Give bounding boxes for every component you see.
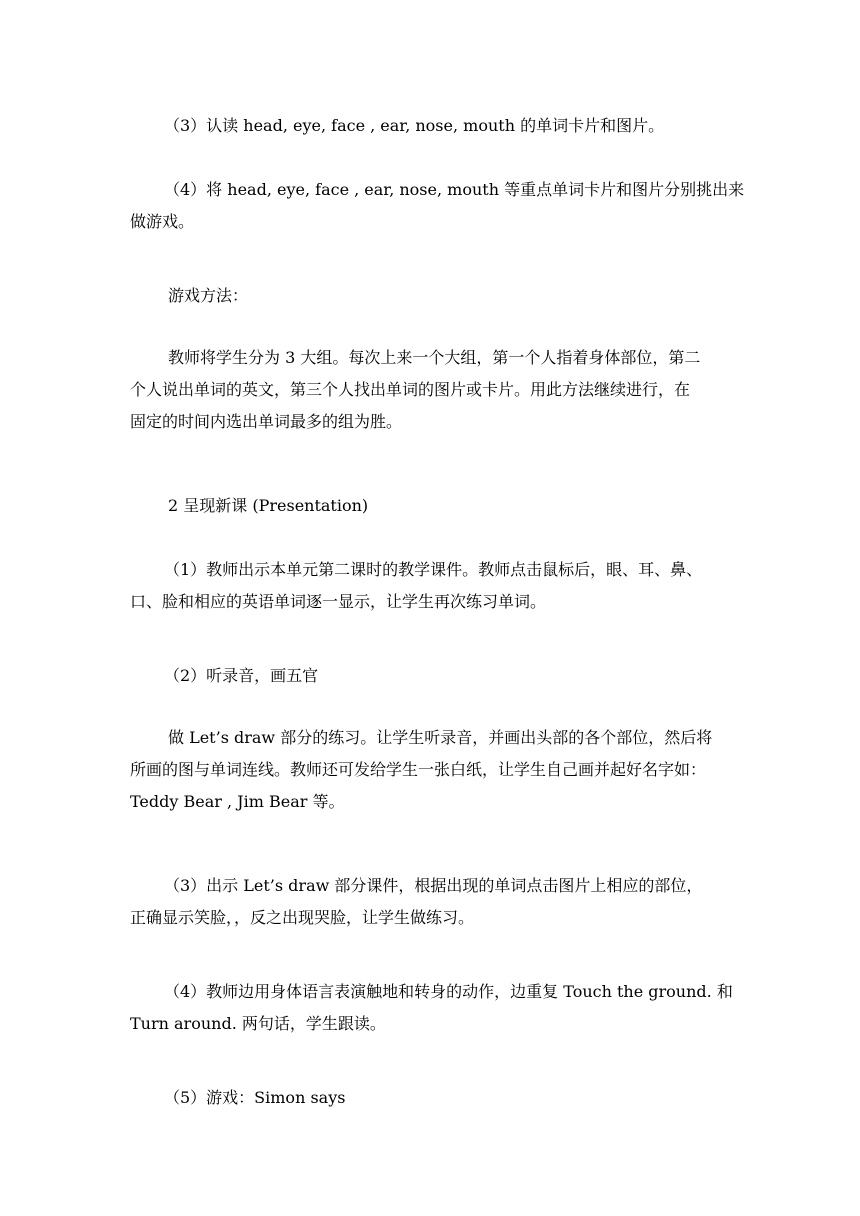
paragraph-game-method-heading [130, 280, 730, 312]
text-line: Turn around. 两句话，学生跟读。 [130, 1014, 386, 1033]
text-line: 游戏方法： [168, 286, 249, 305]
text-line: 固定的时间内选出单词最多的组为胜。 [130, 412, 403, 431]
paragraph-step4-body-language [130, 976, 733, 1040]
text-line: 做游戏。 [130, 212, 195, 231]
text-line: （4）教师边用身体语言表演触地和转身的动作，边重复 Touch the ground. 和 [164, 982, 733, 1001]
text-line: 做 Let’s draw 部分的练习。让学生听录音，并画出头部的各个部位，然后将 [168, 728, 713, 747]
paragraph-step3-read-cards [130, 110, 730, 142]
text-line: （3）认读 head, eye, face , ear, nose, mouth 的单词卡片和图片。 [164, 116, 665, 135]
paragraph-step1-courseware [130, 554, 730, 618]
text-line: 教师将学生分为 3 大组。每次上来一个大组，第一个人指着身体部位，第二 [168, 348, 701, 367]
paragraph-step4-pick-cards [130, 174, 745, 238]
text-line: 口、脸和相应的英语单词逐一显示，让学生再次练习单词。 [130, 592, 547, 611]
text-line: 正确显示笑脸，，反之出现哭脸，让学生做练习。 [130, 908, 475, 927]
text-line: （5）游戏：Simon says [164, 1088, 346, 1107]
text-line: （2）听录音，画五官 [164, 666, 319, 685]
text-line: 2 呈现新课 (Presentation) [168, 496, 369, 515]
text-line: 个人说出单词的英文，第三个人找出单词的图片或卡片。用此方法继续进行，在 [130, 380, 691, 399]
paragraph-game-rules [130, 342, 730, 438]
text-line: 所画的图与单词连线。教师还可发给学生一张白纸，让学生自己画并起好名字如： [130, 760, 707, 779]
paragraph-step2-listen-draw [130, 660, 730, 692]
paragraph-step3-lets-draw-courseware [130, 870, 730, 934]
text-line: （1）教师出示本单元第二课时的教学课件。教师点击鼠标后，眼、耳、鼻、 [164, 560, 703, 579]
text-line: （4）将 head, eye, face , ear, nose, mouth 等重点单词卡片和图片分别挑出来 [164, 180, 745, 199]
paragraph-lets-draw-practice [130, 722, 730, 818]
paragraph-step5-simon-says [130, 1082, 730, 1114]
section-heading-presentation [130, 490, 730, 522]
text-line: （3）出示 Let’s draw 部分课件，根据出现的单词点击图片上相应的部位， [164, 876, 703, 895]
text-line: Teddy Bear , Jim Bear 等。 [130, 792, 345, 811]
